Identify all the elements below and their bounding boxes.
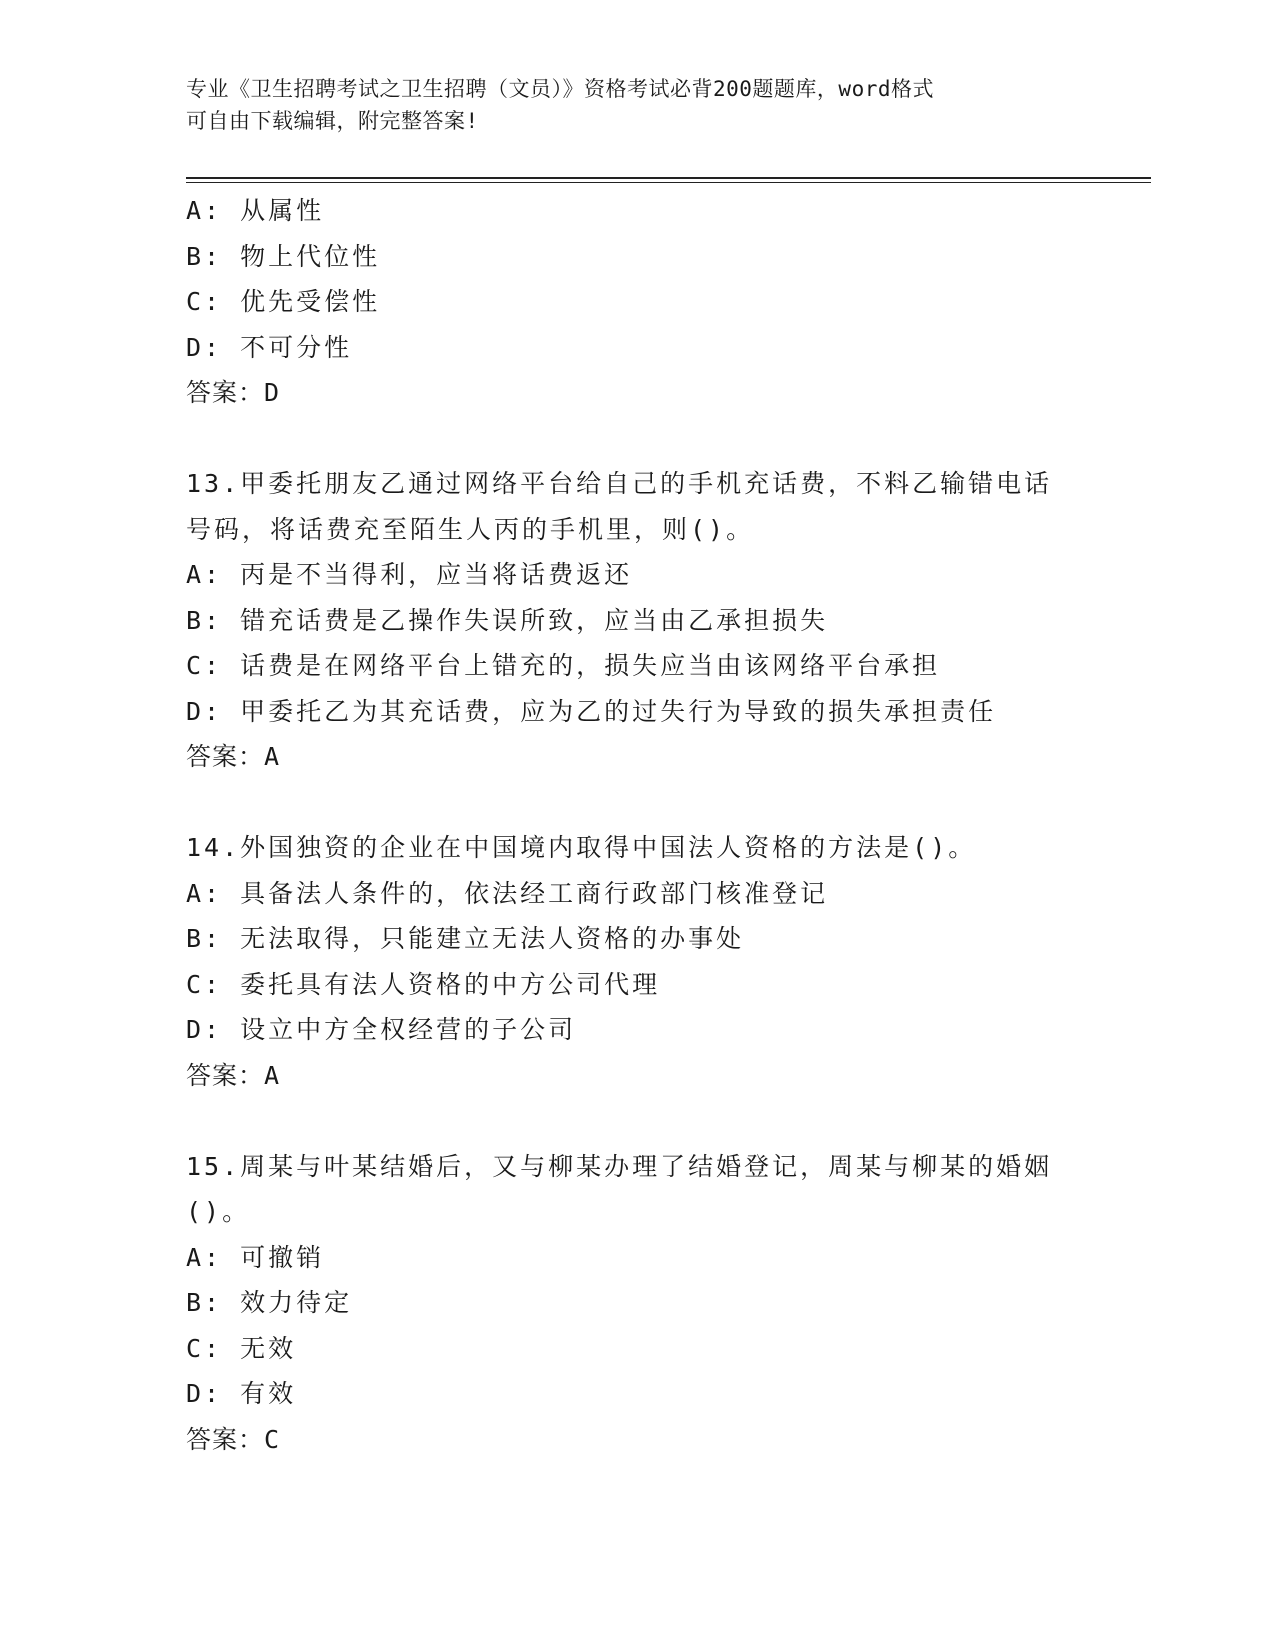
option-b: B: 无法取得，只能建立无法人资格的办事处	[186, 924, 745, 953]
option-b: B: 错充话费是乙操作失误所致，应当由乙承担损失	[186, 605, 829, 635]
page-header	[186, 73, 1086, 137]
header-rule-thin	[186, 182, 1151, 183]
question-15	[186, 1144, 1086, 1463]
question-12	[186, 188, 1086, 416]
answer: 答案：C	[186, 1424, 281, 1454]
question-stem-cont: ()。	[186, 1197, 251, 1226]
header-rule	[186, 177, 1151, 179]
option-b: B: 效力待定	[186, 1288, 353, 1317]
header-line-1: 专业《卫生招聘考试之卫生招聘（文员）》资格考试必背200题题库，word格式	[186, 77, 934, 101]
option-c: C: 优先受偿性	[186, 287, 381, 316]
option-c: C: 无效	[186, 1333, 297, 1363]
question-content	[186, 188, 1086, 1462]
option-a: A: 丙是不当得利，应当将话费返还	[186, 560, 633, 589]
answer: 答案：A	[186, 742, 281, 771]
option-d: D: 不可分性	[186, 332, 353, 362]
question-stem: 15.周某与叶某结婚后，又与柳某办理了结婚登记，周某与柳某的婚姻	[186, 1151, 1053, 1181]
option-c: C: 话费是在网络平台上错充的，损失应当由该网络平台承担	[186, 651, 941, 680]
question-stem-cont: 号码，将话费充至陌生人丙的手机里，则()。	[186, 514, 755, 544]
header-line-2: 可自由下载编辑，附完整答案!	[186, 109, 479, 133]
question-13	[186, 461, 1086, 780]
question-stem: 14.外国独资的企业在中国境内取得中国法人资格的方法是()。	[186, 833, 977, 862]
answer: 答案：A	[186, 1060, 281, 1090]
option-c: C: 委托具有法人资格的中方公司代理	[186, 969, 661, 999]
option-d: D: 有效	[186, 1379, 297, 1408]
question-14	[186, 825, 1086, 1098]
option-a: A: 从属性	[186, 196, 325, 225]
option-b: B: 物上代位性	[186, 241, 381, 271]
option-d: D: 甲委托乙为其充话费，应为乙的过失行为导致的损失承担责任	[186, 696, 997, 726]
option-d: D: 设立中方全权经营的子公司	[186, 1015, 577, 1044]
option-a: A: 具备法人条件的，依法经工商行政部门核准登记	[186, 878, 829, 908]
question-stem: 13.甲委托朋友乙通过网络平台给自己的手机充话费，不料乙输错电话	[186, 469, 1053, 498]
option-a: A: 可撤销	[186, 1242, 325, 1272]
answer: 答案：D	[186, 378, 281, 407]
